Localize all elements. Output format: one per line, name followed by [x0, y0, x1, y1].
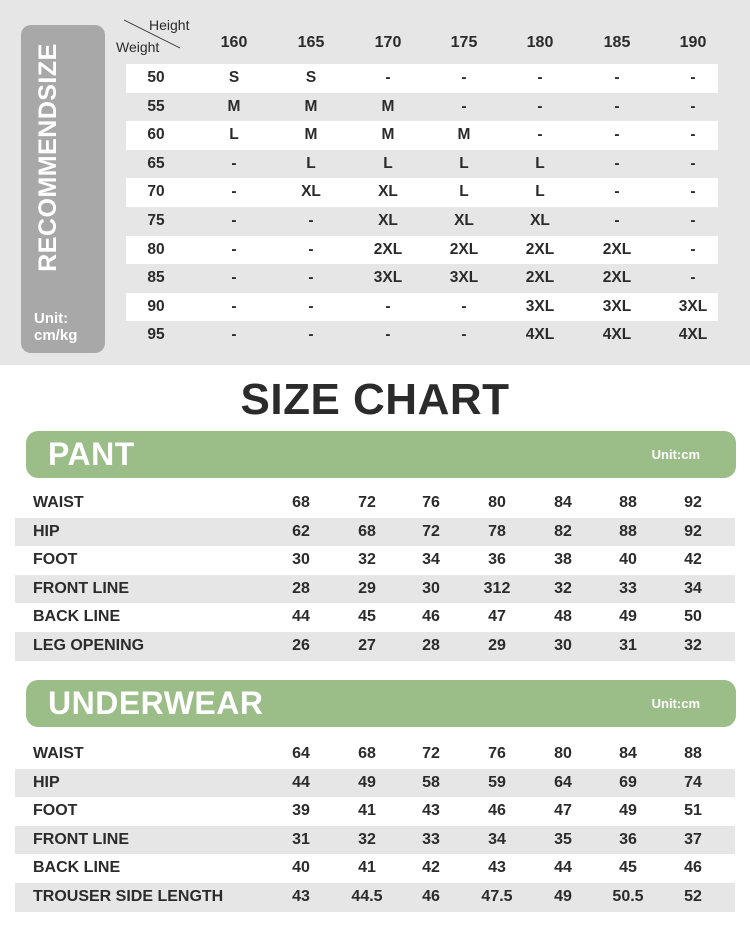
measurement-value: 82	[554, 522, 572, 540]
size-cell: -	[308, 240, 314, 258]
measurement-row	[15, 769, 735, 798]
pant-title: PANT	[48, 436, 135, 472]
measurement-value: 42	[684, 551, 702, 569]
side-title-line-1: SIZE	[34, 43, 62, 101]
size-cell: -	[231, 240, 237, 258]
measurement-value: 46	[684, 859, 702, 877]
size-cell: L	[383, 154, 393, 172]
measurement-value: 76	[422, 494, 440, 511]
measurement-row	[15, 546, 735, 575]
height-value: 170	[374, 34, 402, 51]
measurement-value: 36	[488, 551, 506, 569]
measurement-row	[15, 826, 735, 855]
weight-value: 60	[147, 126, 165, 144]
measurement-value: 37	[684, 830, 702, 848]
measurement-value: 64	[292, 745, 310, 762]
weight-value: 70	[147, 183, 165, 201]
measurement-value: 46	[488, 802, 506, 820]
size-cell: M	[304, 126, 318, 144]
size-cell: -	[614, 97, 620, 115]
size-cell: -	[614, 183, 620, 201]
measurement-value: 88	[684, 745, 702, 762]
measurement-value: 72	[422, 522, 440, 540]
measurement-value: 44	[292, 773, 310, 791]
size-cell: -	[461, 326, 467, 344]
measurement-value: 38	[554, 551, 572, 569]
measurement-label: WAIST	[33, 745, 84, 762]
measurement-value: 80	[554, 745, 572, 762]
height-header-row	[0, 34, 750, 56]
weight-value: 85	[147, 269, 165, 287]
size-cell: L	[535, 183, 545, 201]
size-cell: 4XL	[678, 326, 708, 344]
size-cell: 2XL	[373, 240, 403, 258]
size-cell: -	[308, 326, 314, 344]
weight-value: 90	[147, 297, 165, 315]
size-cell: L	[535, 154, 545, 172]
measurement-value: 51	[684, 802, 702, 820]
size-cell: 4XL	[602, 326, 632, 344]
size-cell: L	[229, 126, 239, 144]
measurement-value: 27	[358, 636, 376, 654]
size-cell: 3XL	[678, 297, 708, 315]
measurement-value: 47.5	[481, 887, 513, 905]
measurement-label: HIP	[33, 773, 60, 791]
size-cell: -	[614, 126, 620, 144]
measurement-value: 41	[358, 859, 376, 877]
recommend-row	[126, 121, 718, 150]
measurement-value: 28	[292, 579, 310, 597]
size-recommend-panel	[0, 0, 750, 365]
size-cell: M	[381, 126, 395, 144]
measurement-value: 68	[292, 494, 310, 511]
measurement-row	[15, 854, 735, 883]
measurement-value: 76	[488, 745, 506, 762]
size-cell: -	[308, 297, 314, 315]
measurement-value: 44	[554, 859, 572, 877]
measurement-value: 92	[684, 522, 702, 540]
size-cell: L	[306, 154, 316, 172]
measurement-value: 47	[554, 802, 572, 820]
height-value: 185	[603, 34, 631, 51]
size-cell: XL	[454, 211, 474, 229]
measurement-value: 69	[619, 773, 637, 791]
measurement-value: 47	[488, 608, 506, 626]
measurement-value: 42	[422, 859, 440, 877]
size-cell: 2XL	[525, 240, 555, 258]
measurement-value: 29	[358, 579, 376, 597]
underwear-table	[15, 740, 735, 912]
underwear-banner	[26, 680, 736, 727]
measurement-label: FRONT LINE	[33, 830, 129, 848]
size-cell: -	[537, 97, 543, 115]
size-cell: -	[461, 97, 467, 115]
weight-value: 55	[147, 97, 165, 115]
size-cell: -	[614, 154, 620, 172]
recommend-table	[126, 64, 718, 350]
measurement-value: 33	[422, 830, 440, 848]
weight-value: 80	[147, 240, 165, 258]
size-cell: -	[231, 211, 237, 229]
size-cell: -	[614, 69, 620, 86]
measurement-value: 49	[554, 887, 572, 905]
measurement-value: 30	[292, 551, 310, 569]
measurement-value: 31	[292, 830, 310, 848]
size-cell: -	[461, 69, 467, 86]
measurement-label: FRONT LINE	[33, 579, 129, 597]
size-cell: -	[537, 126, 543, 144]
recommend-row	[126, 93, 718, 122]
measurement-value: 33	[619, 579, 637, 597]
unit-line-2: cm/kg	[34, 327, 78, 344]
size-cell: S	[305, 69, 317, 86]
size-cell: XL	[301, 183, 321, 201]
size-cell: -	[231, 326, 237, 344]
measurement-label: HIP	[33, 522, 60, 540]
pant-unit: Unit:cm	[651, 447, 700, 462]
weight-value: 95	[147, 326, 165, 344]
measurement-row	[15, 575, 735, 604]
height-value: 180	[526, 34, 554, 51]
measurement-label: WAIST	[33, 494, 84, 511]
measurement-value: 39	[292, 802, 310, 820]
measurement-value: 43	[488, 859, 506, 877]
size-cell: -	[231, 297, 237, 315]
height-value: 190	[679, 34, 707, 51]
size-cell: 2XL	[449, 240, 479, 258]
measurement-value: 40	[292, 859, 310, 877]
measurement-row	[15, 518, 735, 547]
size-cell: 3XL	[525, 297, 555, 315]
measurement-value: 46	[422, 887, 440, 905]
size-cell: -	[690, 240, 696, 258]
measurement-row	[15, 740, 735, 769]
size-cell: M	[381, 97, 395, 115]
measurement-label: FOOT	[33, 802, 78, 820]
size-cell: -	[690, 69, 696, 86]
size-cell: XL	[378, 211, 398, 229]
recommend-row	[126, 207, 718, 236]
unit-line-1: Unit:	[34, 310, 69, 327]
measurement-value: 44	[292, 608, 310, 626]
size-recommend-title	[35, 43, 62, 272]
unit-label	[34, 310, 104, 344]
measurement-value: 84	[554, 494, 572, 511]
measurement-value: 64	[554, 773, 572, 791]
recommend-row	[126, 264, 718, 293]
size-cell: XL	[378, 183, 398, 201]
size-recommend-label	[21, 25, 105, 353]
size-cell: -	[690, 126, 696, 144]
size-cell: -	[231, 183, 237, 201]
measurement-label: FOOT	[33, 551, 78, 569]
measurement-value: 32	[358, 830, 376, 848]
measurement-value: 40	[619, 551, 637, 569]
measurement-value: 312	[483, 579, 511, 597]
measurement-value: 62	[292, 522, 310, 540]
size-cell: -	[308, 211, 314, 229]
recommend-row	[126, 178, 718, 207]
measurement-row	[15, 489, 735, 518]
page-title: SIZE CHART	[240, 375, 510, 424]
pant-table	[15, 489, 735, 661]
measurement-value: 34	[422, 551, 440, 569]
measurement-value: 72	[422, 745, 440, 762]
measurement-value: 80	[488, 494, 506, 511]
measurement-value: 49	[358, 773, 376, 791]
size-cell: -	[690, 97, 696, 115]
size-cell: -	[461, 297, 467, 315]
size-cell: -	[690, 211, 696, 229]
height-value: 160	[220, 34, 248, 51]
size-cell: S	[228, 69, 240, 86]
measurement-value: 49	[619, 608, 637, 626]
measurement-value: 32	[684, 636, 702, 654]
underwear-title: UNDERWEAR	[48, 685, 264, 721]
size-cell: -	[385, 326, 391, 344]
measurement-value: 74	[684, 773, 702, 791]
weight-value: 65	[147, 154, 165, 172]
size-cell: 2XL	[525, 269, 555, 287]
measurement-value: 88	[619, 522, 637, 540]
height-value: 165	[297, 34, 325, 51]
measurement-value: 45	[619, 859, 637, 877]
measurement-value: 29	[488, 636, 506, 654]
measurement-value: 72	[358, 494, 376, 511]
weight-value: 50	[147, 69, 165, 86]
size-cell: -	[385, 69, 391, 86]
size-cell: L	[459, 154, 469, 172]
measurement-row	[15, 883, 735, 912]
size-cell: M	[457, 126, 471, 144]
size-cell: 4XL	[525, 326, 555, 344]
size-cell: -	[690, 269, 696, 287]
size-cell: 3XL	[602, 297, 632, 315]
size-cell: M	[227, 97, 241, 115]
size-cell: -	[537, 69, 543, 86]
measurement-value: 48	[554, 608, 572, 626]
measurement-row	[15, 603, 735, 632]
measurement-value: 50.5	[612, 887, 644, 905]
measurement-value: 43	[422, 802, 440, 820]
measurement-value: 58	[422, 773, 440, 791]
measurement-value: 92	[684, 494, 702, 511]
measurement-value: 34	[488, 830, 506, 848]
side-title-line-2: RECOMMEND	[34, 100, 62, 272]
recommend-row	[126, 64, 718, 93]
measurement-value: 32	[554, 579, 572, 597]
size-cell: -	[308, 269, 314, 287]
size-cell: L	[459, 183, 469, 201]
measurement-value: 41	[358, 802, 376, 820]
size-cell: 3XL	[449, 269, 479, 287]
measurement-value: 68	[358, 745, 376, 762]
pant-banner	[26, 431, 736, 478]
height-value: 175	[450, 34, 478, 51]
measurement-value: 35	[554, 830, 572, 848]
measurement-value: 43	[292, 887, 310, 905]
measurement-value: 78	[488, 522, 506, 540]
recommend-row	[126, 321, 718, 350]
measurement-value: 50	[684, 608, 702, 626]
weight-value: 75	[147, 211, 165, 229]
size-cell: 3XL	[373, 269, 403, 287]
measurement-value: 30	[422, 579, 440, 597]
measurement-value: 45	[358, 608, 376, 626]
measurement-label: LEG OPENING	[33, 636, 145, 654]
measurement-value: 46	[422, 608, 440, 626]
size-cell: -	[690, 154, 696, 172]
measurement-value: 32	[358, 551, 376, 569]
size-cell: 2XL	[602, 269, 632, 287]
measurement-label: BACK LINE	[33, 608, 121, 626]
recommend-row	[126, 150, 718, 179]
measurement-row	[15, 632, 735, 661]
size-cell: M	[304, 97, 318, 115]
size-cell: 2XL	[602, 240, 632, 258]
underwear-unit: Unit:cm	[651, 696, 700, 711]
size-cell: -	[385, 297, 391, 315]
size-cell: -	[614, 211, 620, 229]
measurement-value: 68	[358, 522, 376, 540]
recommend-row	[126, 293, 718, 322]
measurement-value: 28	[422, 636, 440, 654]
size-cell: -	[231, 269, 237, 287]
measurement-value: 84	[619, 745, 637, 762]
measurement-value: 36	[619, 830, 637, 848]
measurement-value: 30	[554, 636, 572, 654]
size-cell: XL	[530, 211, 550, 229]
size-cell: -	[231, 154, 237, 172]
measurement-row	[15, 797, 735, 826]
weight-axis-label: Weight	[116, 39, 160, 55]
size-cell: -	[690, 183, 696, 201]
measurement-value: 31	[619, 636, 637, 654]
height-axis-label: Height	[149, 17, 190, 33]
measurement-value: 59	[488, 773, 506, 791]
measurement-value: 26	[292, 636, 310, 654]
measurement-label: BACK LINE	[33, 859, 121, 877]
measurement-value: 52	[684, 887, 702, 905]
measurement-value: 44.5	[351, 887, 383, 905]
measurement-value: 49	[619, 802, 637, 820]
measurement-label: TROUSER SIDE LENGTH	[33, 887, 224, 905]
measurement-value: 34	[684, 579, 702, 597]
recommend-row	[126, 236, 718, 265]
measurement-value: 88	[619, 494, 637, 511]
